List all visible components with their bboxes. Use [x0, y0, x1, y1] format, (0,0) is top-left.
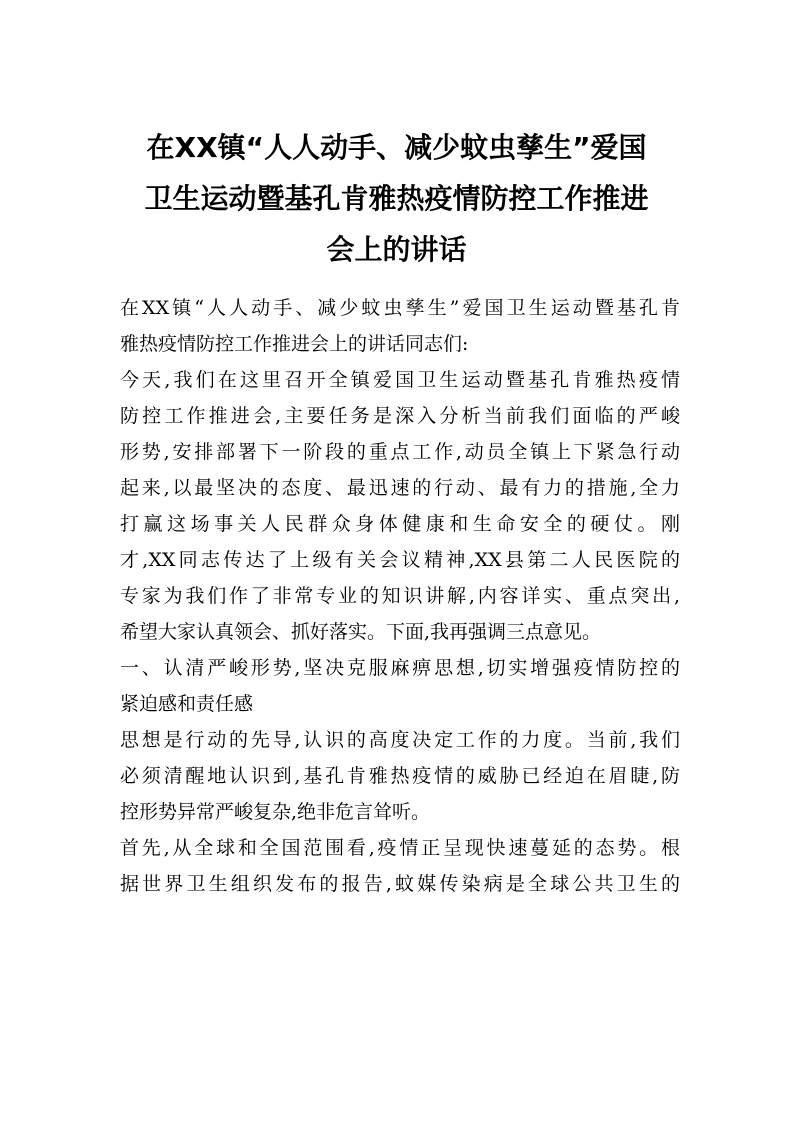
text-line: 打赢这场事关人民群众身体健康和生命安全的硬仗。刚	[120, 513, 680, 535]
text-line: 希望大家认真领会、抓好落实。下面,我再强调三点意见。	[120, 621, 602, 643]
text-line: 在XX镇“人人动手、减少蚊虫孳生”爱国卫生运动暨基孔肯	[120, 297, 680, 319]
document-body	[120, 290, 680, 902]
text-line: 雅热疫情防控工作推进会上的讲话同志们:	[120, 333, 469, 355]
text-line: 必须清醒地认识到,基孔肯雅热疫情的威胁已经迫在眉睫,防	[120, 765, 680, 787]
text-line: 起来,以最坚决的态度、最迅速的行动、最有力的措施,全力	[120, 477, 680, 499]
title-line: 卫生运动暨基孔肯雅热疫情防控工作推进	[144, 182, 649, 215]
text-line: 一、认清严峻形势,坚决克服麻痹思想,切实增强疫情防控的	[120, 657, 680, 679]
paragraph-first-point	[120, 830, 680, 902]
text-line: 专家为我们作了非常专业的知识讲解,内容详实、重点突出,	[120, 585, 680, 607]
text-line: 控形势异常严峻复杂,绝非危言耸听。	[120, 801, 431, 823]
title-line: 会上的讲话	[326, 233, 467, 266]
paragraph-greeting	[120, 290, 680, 362]
text-line: 据世界卫生组织发布的报告,蚊媒传染病是全球公共卫生的	[120, 873, 680, 895]
text-line: 今天,我们在这里召开全镇爱国卫生运动暨基孔肯雅热疫情	[120, 369, 680, 391]
text-line: 紧迫感和责任感	[120, 693, 254, 715]
paragraph-opening	[120, 362, 680, 650]
text-line: 防控工作推进会,主要任务是深入分析当前我们面临的严峻	[120, 405, 680, 427]
text-line: 才,XX同志传达了上级有关会议精神,XX县第二人民医院的	[120, 549, 680, 571]
paragraph-thinking	[120, 722, 680, 830]
text-line: 思想是行动的先导,认识的高度决定工作的力度。当前,我们	[120, 729, 680, 751]
text-line: 首先,从全球和全国范围看,疫情正呈现快速蔓延的态势。根	[120, 837, 680, 859]
section-heading-1	[120, 650, 680, 722]
document-title	[112, 122, 681, 275]
title-line: 在XX镇“人人动手、减少蚊虫孳生”爱国	[146, 131, 647, 164]
text-line: 形势,安排部署下一阶段的重点工作,动员全镇上下紧急行动	[120, 441, 680, 463]
